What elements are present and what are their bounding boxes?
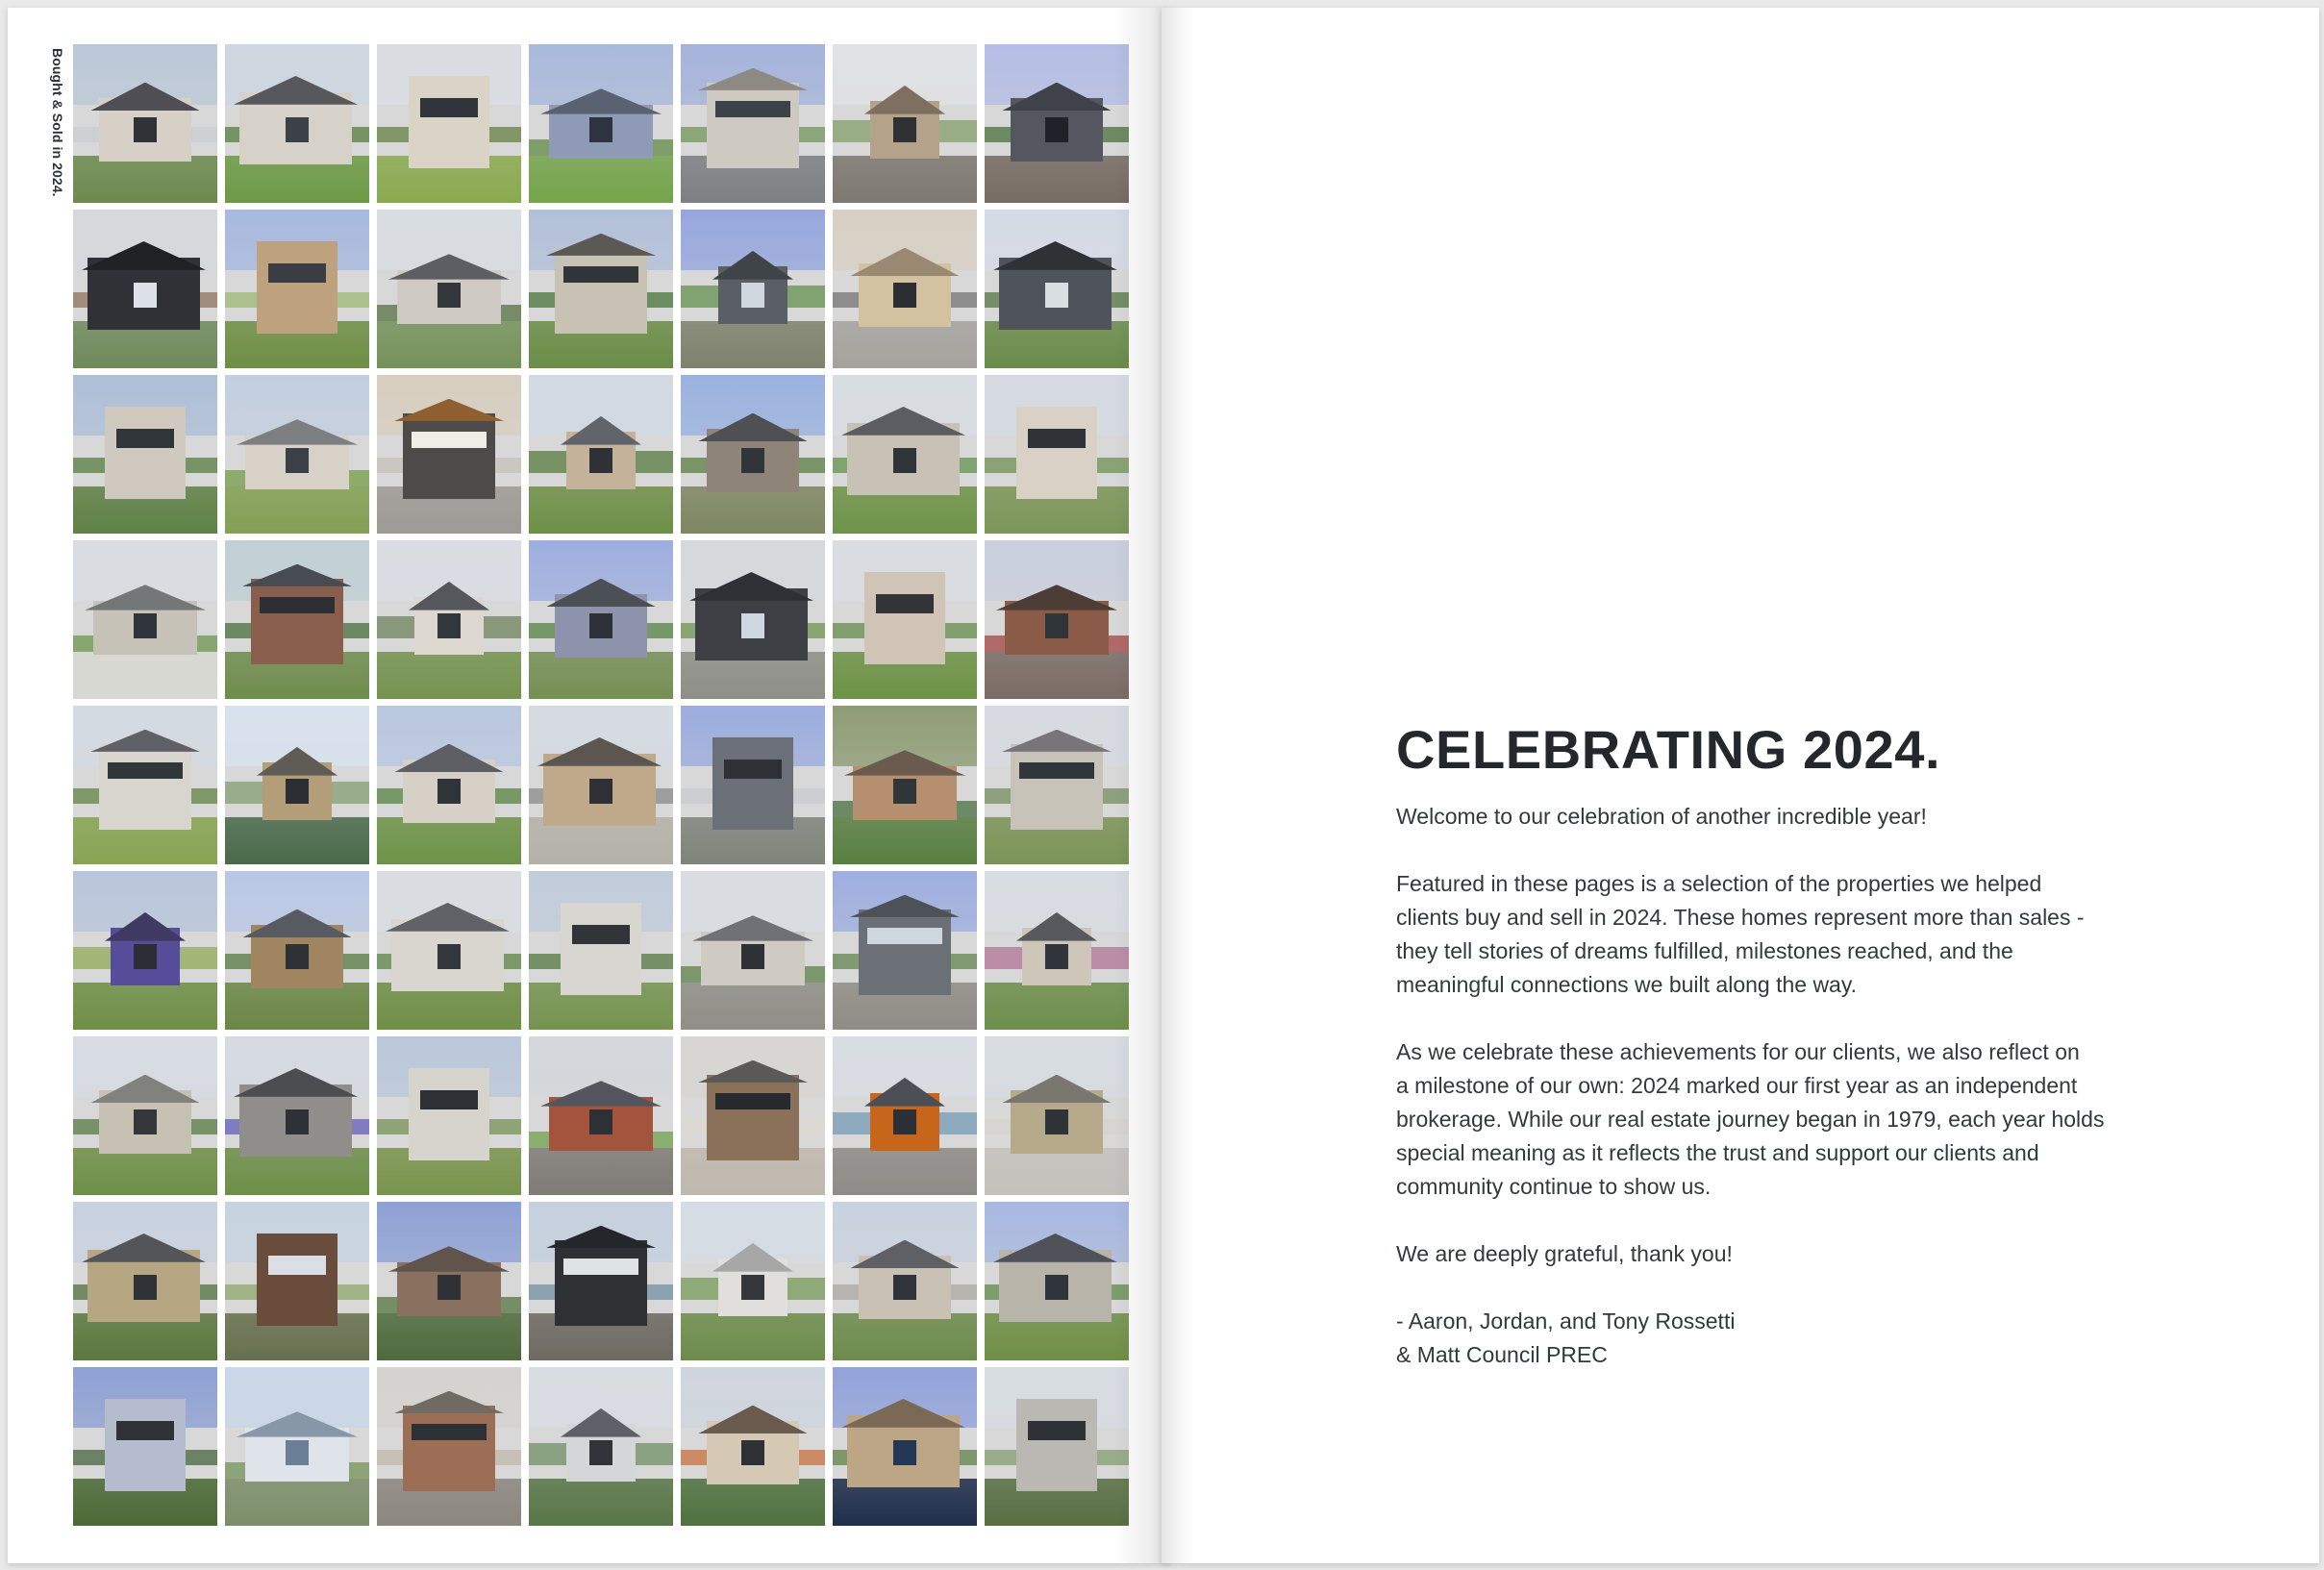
photo-window bbox=[572, 925, 630, 944]
property-photo bbox=[73, 210, 217, 368]
caption-text: Bought & Sold in 2024. bbox=[50, 48, 65, 197]
property-photo bbox=[833, 1036, 977, 1195]
property-photo bbox=[73, 1036, 217, 1195]
photo-window bbox=[893, 1275, 916, 1300]
photo-window bbox=[589, 1109, 612, 1134]
photo-building bbox=[707, 83, 799, 168]
photo-building bbox=[561, 903, 641, 995]
signature: - Aaron, Jordan, and Tony Rossetti & Matt Council PREC bbox=[1396, 1308, 1736, 1367]
property-photo bbox=[377, 1036, 521, 1195]
photo-window bbox=[116, 429, 174, 448]
photo-ground bbox=[377, 652, 521, 700]
photo-ground bbox=[985, 652, 1129, 700]
property-photo bbox=[225, 871, 369, 1030]
photo-window bbox=[437, 779, 461, 804]
photo-building bbox=[707, 1075, 799, 1160]
photo-ground bbox=[529, 156, 673, 204]
photo-window bbox=[286, 779, 309, 804]
photo-window bbox=[134, 613, 157, 638]
photo-window bbox=[589, 1440, 612, 1465]
property-photo bbox=[73, 706, 217, 864]
paragraph-4: We are deeply grateful, thank you! bbox=[1396, 1241, 1733, 1266]
photo-building bbox=[105, 407, 186, 499]
property-photo bbox=[377, 44, 521, 203]
photo-window bbox=[893, 1440, 916, 1465]
property-photo bbox=[985, 1367, 1129, 1526]
photo-ground bbox=[225, 1479, 369, 1527]
property-photo bbox=[833, 1367, 977, 1526]
photo-window bbox=[260, 597, 335, 613]
photo-building bbox=[409, 76, 489, 168]
photo-ground bbox=[985, 983, 1129, 1031]
property-photo bbox=[681, 375, 825, 534]
property-photo bbox=[529, 210, 673, 368]
property-photo bbox=[73, 44, 217, 203]
photo-window bbox=[893, 779, 916, 804]
photo-building bbox=[864, 572, 945, 664]
photo-window bbox=[286, 1109, 309, 1134]
property-photo bbox=[225, 1202, 369, 1360]
photo-window bbox=[741, 283, 764, 308]
photo-window bbox=[116, 1421, 174, 1440]
property-photo bbox=[529, 871, 673, 1030]
property-photo bbox=[225, 210, 369, 368]
photo-window bbox=[876, 594, 934, 613]
photo-ground bbox=[985, 156, 1129, 204]
photo-ground bbox=[73, 983, 217, 1031]
property-photo bbox=[377, 1367, 521, 1526]
photo-window bbox=[437, 613, 461, 638]
photo-ground bbox=[529, 486, 673, 535]
paragraph-3: As we celebrate these achievements for our clients, we also reflect on a milestone of our own: 2024 marked our first year as an independent brokerage. While our real estate journey began in 1979, each year holds special meaning as it reflects the trust and support our clients and community continue to show us. bbox=[1396, 1039, 2105, 1199]
photo-window bbox=[420, 98, 478, 117]
property-photo bbox=[681, 540, 825, 699]
photo-window bbox=[1045, 613, 1068, 638]
property-photo bbox=[73, 871, 217, 1030]
photo-window bbox=[134, 1275, 157, 1300]
property-photo bbox=[529, 1202, 673, 1360]
page-title: CELEBRATING 2024. bbox=[1396, 719, 1941, 780]
property-photo bbox=[681, 1367, 825, 1526]
property-photo bbox=[833, 706, 977, 864]
property-photo bbox=[833, 871, 977, 1030]
photo-ground bbox=[377, 817, 521, 865]
photo-ground bbox=[377, 1313, 521, 1361]
paragraph-2: Featured in these pages is a selection of the properties we helped clients buy and sell in 2024. These homes represent more than sales - they tell stories of dreams fulfilled, milestones reached, and the meaningful connections we built along the way. bbox=[1396, 871, 2085, 997]
photo-building bbox=[555, 1240, 647, 1326]
property-photo bbox=[681, 1202, 825, 1360]
property-photo bbox=[529, 1036, 673, 1195]
property-photo bbox=[73, 375, 217, 534]
photo-grid bbox=[73, 44, 1129, 1526]
photo-window bbox=[134, 1109, 157, 1134]
property-photo bbox=[377, 375, 521, 534]
photo-ground bbox=[681, 1479, 825, 1527]
property-photo bbox=[833, 540, 977, 699]
photo-building bbox=[99, 744, 191, 830]
property-photo bbox=[225, 44, 369, 203]
photo-window bbox=[589, 448, 612, 473]
photo-window bbox=[715, 1093, 790, 1109]
photo-ground bbox=[529, 1148, 673, 1196]
property-photo bbox=[681, 1036, 825, 1195]
photo-building bbox=[251, 579, 343, 664]
body-copy bbox=[1396, 800, 2204, 1271]
property-photo bbox=[377, 1202, 521, 1360]
photo-ground bbox=[225, 817, 369, 865]
photo-window bbox=[715, 101, 790, 117]
photo-ground bbox=[73, 156, 217, 204]
property-photo bbox=[681, 44, 825, 203]
photo-window bbox=[741, 613, 764, 638]
photo-ground bbox=[833, 817, 977, 865]
vertical-caption bbox=[48, 48, 67, 221]
property-photo bbox=[985, 1202, 1129, 1360]
photo-building bbox=[712, 737, 793, 830]
photo-building bbox=[555, 248, 647, 334]
property-photo bbox=[377, 210, 521, 368]
photo-window bbox=[437, 944, 461, 969]
property-photo bbox=[225, 540, 369, 699]
photo-window bbox=[268, 1256, 326, 1275]
property-photo bbox=[73, 1202, 217, 1360]
photo-window bbox=[286, 117, 309, 142]
photo-ground bbox=[529, 652, 673, 700]
photo-window bbox=[134, 117, 157, 142]
property-photo bbox=[985, 1036, 1129, 1195]
property-photo bbox=[529, 706, 673, 864]
photo-building bbox=[257, 1234, 337, 1326]
photo-ground bbox=[73, 1148, 217, 1196]
photo-window bbox=[286, 448, 309, 473]
photo-ground bbox=[681, 1313, 825, 1361]
photo-ground bbox=[529, 1479, 673, 1527]
property-photo bbox=[833, 375, 977, 534]
photo-ground bbox=[833, 1148, 977, 1196]
property-photo bbox=[377, 706, 521, 864]
photo-building bbox=[1011, 744, 1103, 830]
property-photo bbox=[529, 540, 673, 699]
property-photo bbox=[985, 375, 1129, 534]
photo-window bbox=[420, 1090, 478, 1109]
property-photo bbox=[985, 210, 1129, 368]
photo-ground bbox=[225, 983, 369, 1031]
property-photo bbox=[225, 1036, 369, 1195]
photo-window bbox=[412, 432, 487, 448]
photo-window bbox=[108, 762, 183, 779]
photo-window bbox=[563, 266, 638, 283]
photo-window bbox=[268, 263, 326, 283]
photo-ground bbox=[833, 156, 977, 204]
photo-window bbox=[893, 1109, 916, 1134]
photo-window bbox=[1028, 1421, 1086, 1440]
photo-building bbox=[257, 241, 337, 334]
property-photo bbox=[377, 540, 521, 699]
photo-window bbox=[437, 283, 461, 308]
photo-window bbox=[589, 779, 612, 804]
spine-shadow-right bbox=[1162, 8, 1194, 1563]
property-photo bbox=[529, 44, 673, 203]
property-photo bbox=[225, 1367, 369, 1526]
photo-ground bbox=[225, 486, 369, 535]
photo-window bbox=[1045, 944, 1068, 969]
photo-window bbox=[1028, 429, 1086, 448]
property-photo bbox=[985, 871, 1129, 1030]
photo-ground bbox=[833, 321, 977, 369]
photo-window bbox=[1045, 1109, 1068, 1134]
photo-window bbox=[286, 1440, 309, 1465]
photo-window bbox=[1045, 283, 1068, 308]
property-photo bbox=[681, 871, 825, 1030]
photo-ground bbox=[681, 983, 825, 1031]
photo-window bbox=[893, 283, 916, 308]
photo-ground bbox=[681, 486, 825, 535]
photo-window bbox=[1045, 1275, 1068, 1300]
photo-window bbox=[724, 760, 782, 779]
property-photo bbox=[529, 1367, 673, 1526]
right-page bbox=[1162, 8, 2319, 1563]
photo-window bbox=[134, 283, 157, 308]
photo-window bbox=[563, 1258, 638, 1275]
article-text-area bbox=[1396, 719, 2204, 1372]
photo-ground bbox=[377, 321, 521, 369]
paragraph-1: Welcome to our celebration of another incredible year! bbox=[1396, 804, 1927, 829]
photo-ground bbox=[73, 652, 217, 700]
photo-window bbox=[589, 117, 612, 142]
property-photo bbox=[681, 706, 825, 864]
photo-window bbox=[741, 944, 764, 969]
property-photo bbox=[225, 706, 369, 864]
photo-building bbox=[859, 910, 951, 995]
photo-building bbox=[105, 1399, 186, 1491]
property-photo bbox=[833, 210, 977, 368]
property-photo bbox=[377, 871, 521, 1030]
photo-ground bbox=[985, 1148, 1129, 1196]
photo-ground bbox=[681, 321, 825, 369]
photo-building bbox=[409, 1068, 489, 1160]
photo-building bbox=[403, 413, 495, 499]
property-photo bbox=[73, 1367, 217, 1526]
photo-building bbox=[1016, 1399, 1097, 1491]
photo-window bbox=[741, 1275, 764, 1300]
property-photo bbox=[529, 375, 673, 534]
photo-window bbox=[437, 1275, 461, 1300]
photo-window bbox=[286, 944, 309, 969]
property-photo bbox=[833, 44, 977, 203]
photo-window bbox=[412, 1424, 487, 1440]
photo-window bbox=[1045, 117, 1068, 142]
photo-building bbox=[403, 1406, 495, 1491]
property-photo bbox=[985, 44, 1129, 203]
left-page bbox=[8, 8, 1169, 1563]
photo-window bbox=[867, 928, 942, 944]
photo-window bbox=[1019, 762, 1094, 779]
photo-window bbox=[893, 117, 916, 142]
photo-window bbox=[741, 1440, 764, 1465]
property-photo bbox=[985, 706, 1129, 864]
photo-ground bbox=[833, 1313, 977, 1361]
property-photo bbox=[681, 210, 825, 368]
property-photo bbox=[985, 540, 1129, 699]
property-photo bbox=[73, 540, 217, 699]
photo-window bbox=[893, 448, 916, 473]
photo-window bbox=[589, 613, 612, 638]
photo-window bbox=[741, 448, 764, 473]
photo-building bbox=[1016, 407, 1097, 499]
photo-window bbox=[134, 944, 157, 969]
property-photo bbox=[225, 375, 369, 534]
property-photo bbox=[833, 1202, 977, 1360]
